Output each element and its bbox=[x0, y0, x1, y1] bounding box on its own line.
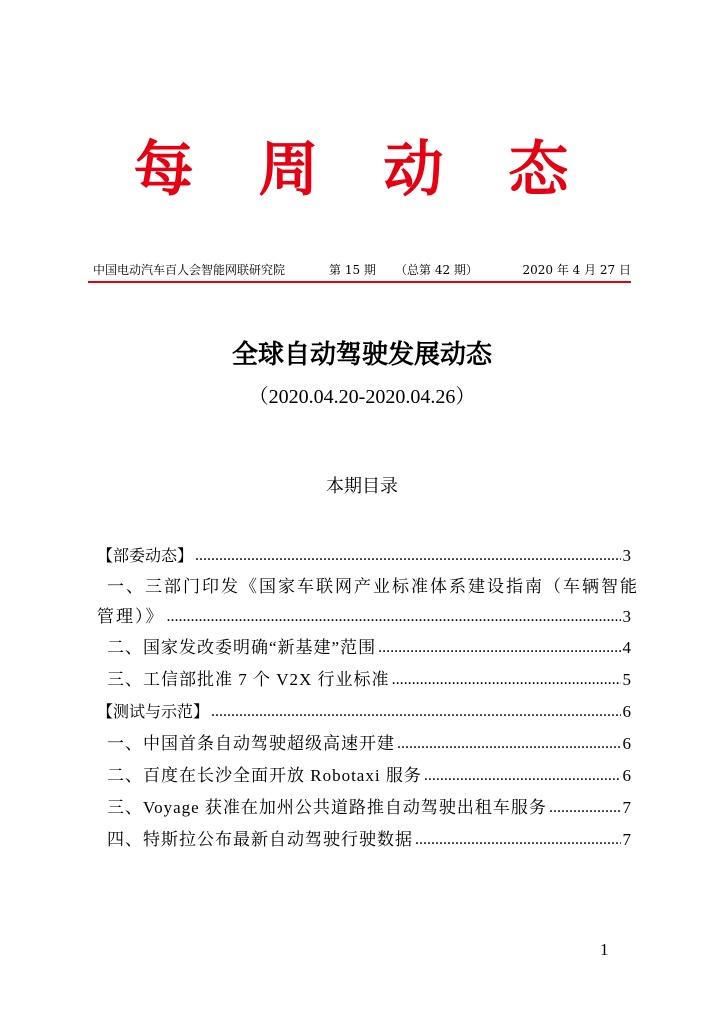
toc-item[interactable] bbox=[97, 664, 631, 696]
toc-item[interactable] bbox=[97, 728, 631, 760]
header-divider bbox=[88, 281, 631, 283]
toc-item-label: 一、三部门印发《国家车联网产业标准体系建设指南（车辆智能 bbox=[107, 577, 639, 596]
issue-number: 第 15 期 bbox=[329, 263, 376, 277]
total-issue-number: （总第 42 期） bbox=[395, 263, 478, 277]
issue-date: 2020 年 4 月 27 日 bbox=[522, 263, 631, 277]
toc-item[interactable] bbox=[97, 572, 639, 632]
toc-item[interactable] bbox=[97, 792, 631, 824]
toc-page-number: 3 bbox=[622, 607, 631, 626]
document-title: 全球自动驾驶发展动态 bbox=[231, 340, 492, 370]
toc-item[interactable] bbox=[97, 824, 631, 856]
masthead-title: 每 周 动 态 bbox=[133, 135, 591, 205]
toc-item-label: 三、工信部批准 7 个 V2X 行业标准 bbox=[107, 670, 390, 689]
toc-leader-dots bbox=[549, 792, 621, 824]
toc-item-label-continued: 管理）》 bbox=[97, 607, 165, 626]
toc-page-number: 7 bbox=[622, 830, 631, 849]
toc-leader-dots bbox=[167, 602, 621, 632]
toc-section-ministry[interactable] bbox=[97, 540, 631, 572]
toc-leader-dots bbox=[397, 728, 621, 760]
toc-page-number: 3 bbox=[622, 546, 631, 565]
toc-section-label: 【部委动态】 bbox=[97, 546, 194, 565]
toc-section-testing[interactable] bbox=[97, 696, 631, 728]
toc-page-number: 6 bbox=[622, 702, 631, 721]
toc-heading: 本期目录 bbox=[326, 476, 398, 497]
toc-item-label: 二、国家发改委明确“新基建”范围 bbox=[107, 638, 377, 657]
issue-meta-row bbox=[93, 262, 631, 278]
toc-leader-dots bbox=[424, 760, 621, 792]
toc-item-label: 三、Voyage 获准在加州公共道路推自动驾驶出租车服务 bbox=[107, 798, 547, 817]
toc-leader-dots bbox=[415, 824, 621, 856]
toc-leader-dots bbox=[392, 664, 621, 696]
page-number: 1 bbox=[600, 940, 609, 959]
toc-page-number: 6 bbox=[622, 734, 631, 753]
toc-item[interactable] bbox=[97, 632, 631, 664]
table-of-contents bbox=[97, 540, 639, 856]
organization-name: 中国电动汽车百人会智能网联研究院 bbox=[93, 263, 286, 277]
toc-leader-dots bbox=[211, 696, 620, 728]
toc-page-number: 5 bbox=[622, 670, 631, 689]
toc-page-number: 7 bbox=[622, 798, 631, 817]
toc-page-number: 6 bbox=[622, 766, 631, 785]
document-date-range: （2020.04.20-2020.04.26） bbox=[248, 386, 476, 408]
toc-item[interactable] bbox=[97, 760, 631, 792]
toc-leader-dots bbox=[195, 540, 620, 572]
toc-section-label: 【测试与示范】 bbox=[97, 702, 210, 721]
toc-item-label: 四、特斯拉公布最新自动驾驶行驶数据 bbox=[107, 830, 413, 849]
toc-item-label: 一、中国首条自动驾驶超级高速开建 bbox=[107, 734, 395, 753]
toc-item-label: 二、百度在长沙全面开放 Robotaxi 服务 bbox=[107, 766, 422, 785]
toc-leader-dots bbox=[378, 632, 620, 664]
toc-page-number: 4 bbox=[622, 638, 631, 657]
